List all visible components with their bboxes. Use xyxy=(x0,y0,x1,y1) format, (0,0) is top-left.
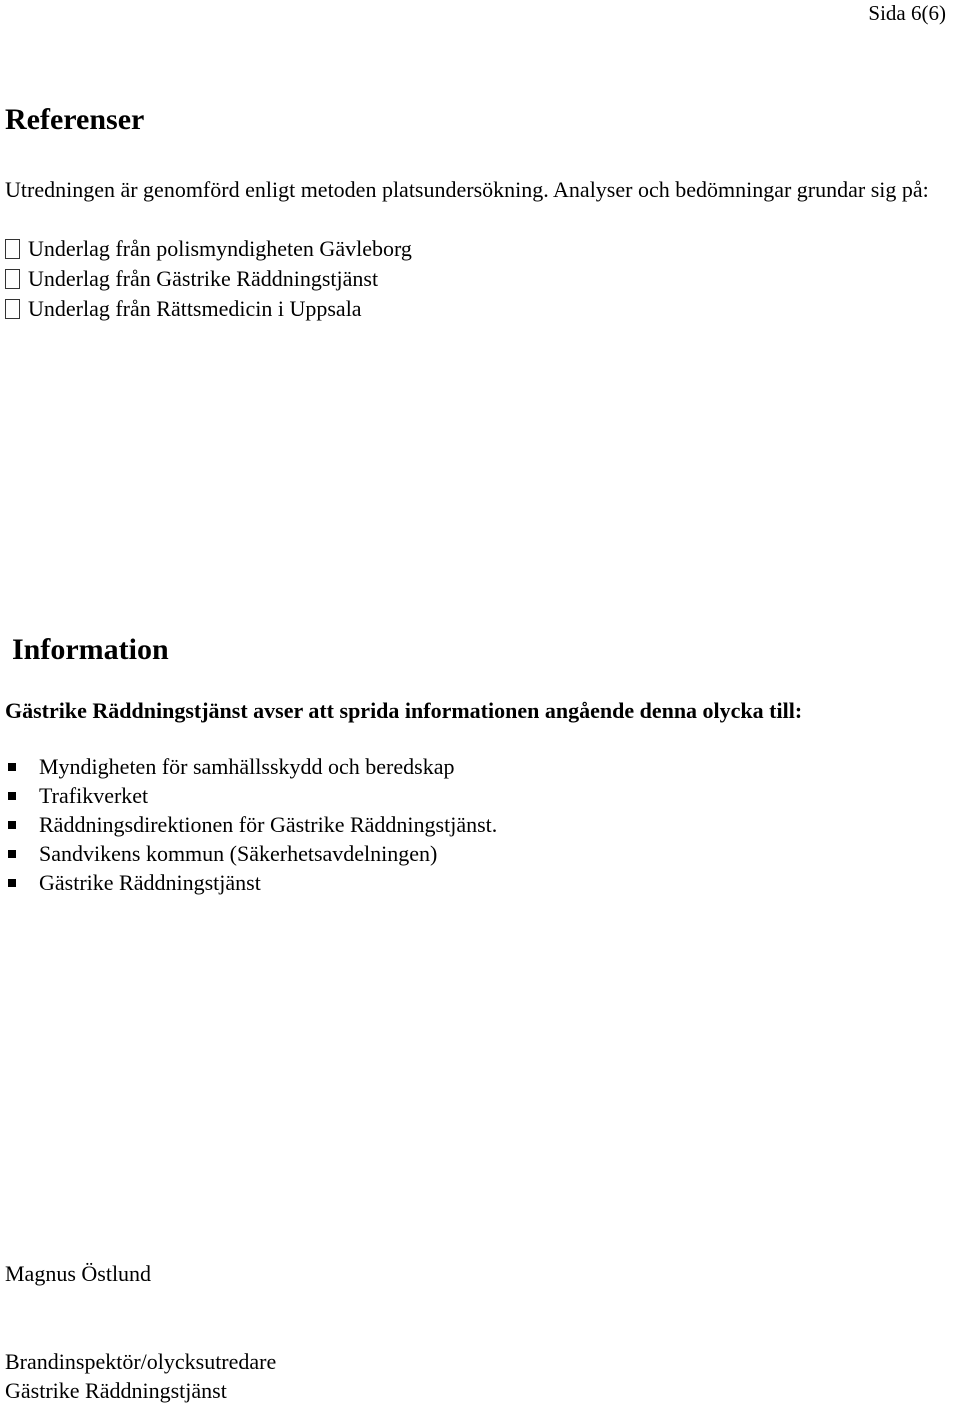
references-heading: Referenser xyxy=(5,103,145,136)
missing-glyph-box-icon xyxy=(5,269,20,289)
signature-title: Brandinspektör/olycksutredare xyxy=(5,1349,277,1374)
reference-item-label: Underlag från Gästrike Räddningstjänst xyxy=(28,266,379,291)
square-bullet-icon xyxy=(8,821,16,829)
signature-organization: Gästrike Räddningstjänst xyxy=(5,1378,227,1403)
recipient-label: Räddningsdirektionen för Gästrike Räddningstjänst. xyxy=(39,812,498,837)
information-heading: Information xyxy=(12,633,169,666)
list-item xyxy=(5,264,412,294)
missing-glyph-box-icon xyxy=(5,239,20,259)
missing-glyph-box-icon xyxy=(5,299,20,319)
list-item xyxy=(8,781,497,810)
square-bullet-icon xyxy=(8,792,16,800)
list-item xyxy=(8,868,497,897)
recipient-label: Gästrike Räddningstjänst xyxy=(39,870,261,895)
recipient-label: Trafikverket xyxy=(39,783,149,808)
list-item xyxy=(8,839,497,868)
recipient-label: Myndigheten för samhällsskydd och beredskap xyxy=(39,754,455,779)
list-item xyxy=(8,810,497,839)
square-bullet-icon xyxy=(8,763,16,771)
reference-item-label: Underlag från polismyndigheten Gävleborg xyxy=(28,236,412,261)
page-number: Sida 6(6) xyxy=(868,1,946,25)
references-list xyxy=(5,234,412,324)
signature-name: Magnus Östlund xyxy=(5,1261,152,1286)
list-item xyxy=(5,294,412,324)
list-item xyxy=(5,234,412,264)
square-bullet-icon xyxy=(8,879,16,887)
recipient-label: Sandvikens kommun (Säkerhetsavdelningen) xyxy=(39,841,438,866)
list-item xyxy=(8,752,497,781)
reference-item-label: Underlag från Rättsmedicin i Uppsala xyxy=(28,296,362,321)
square-bullet-icon xyxy=(8,850,16,858)
references-intro: Utredningen är genomförd enligt metoden platsundersökning. Analyser och bedömningar grundar sig på: xyxy=(5,177,929,202)
recipients-list xyxy=(8,752,497,897)
information-lead: Gästrike Räddningstjänst avser att sprida informationen angående denna olycka till: xyxy=(5,698,803,723)
